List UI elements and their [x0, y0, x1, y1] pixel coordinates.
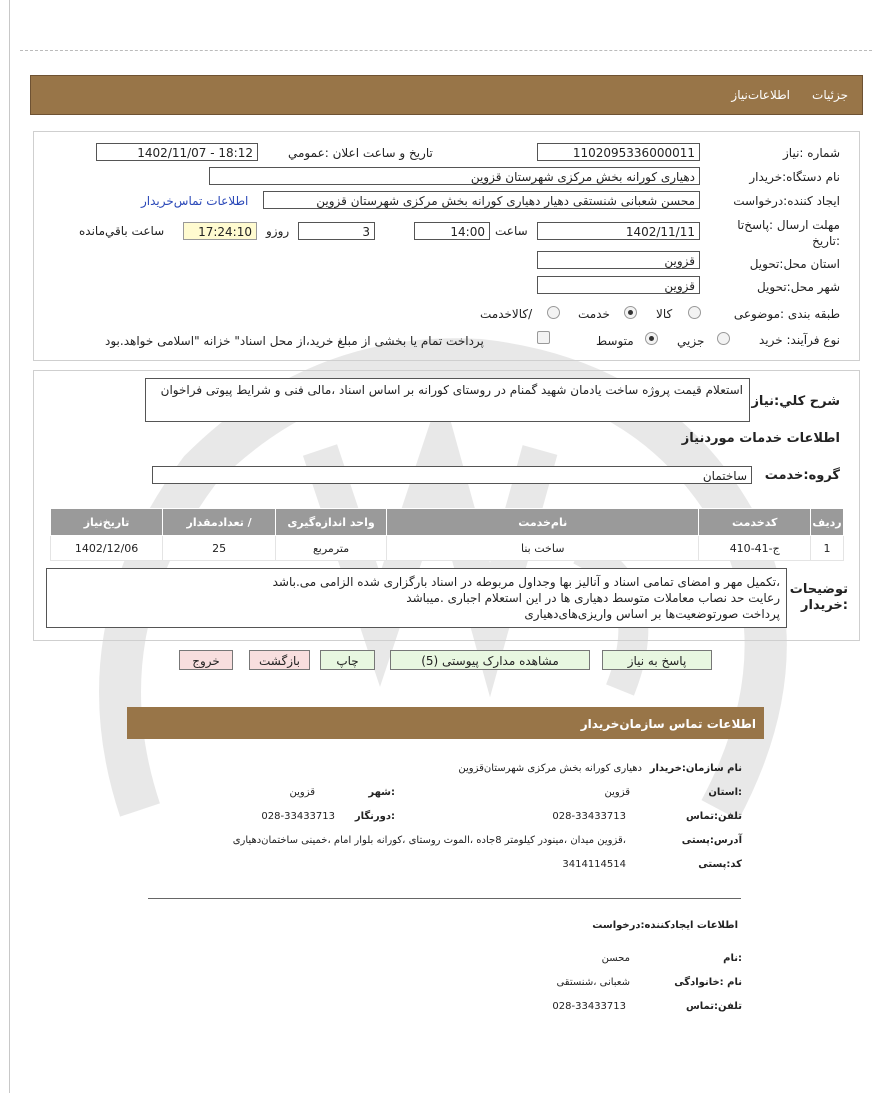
view-documents-button[interactable]: مشاهده مدارک پیوستی (5) — [390, 650, 590, 670]
category-goods-service-radio[interactable] — [547, 306, 560, 319]
city-label: شهر محل:تحویل — [756, 280, 840, 294]
cell-name: ساخت بنا — [387, 536, 699, 561]
category-goods-service-label: /کالاخدمت — [480, 307, 533, 321]
creator-family-label: نام :خانوادگی — [674, 977, 742, 988]
col-name-header: نام‌خدمت — [387, 509, 699, 536]
process-medium-radio[interactable] — [645, 332, 658, 345]
contact-section-header — [127, 707, 764, 739]
cell-row: 1 — [811, 536, 844, 561]
contact-city-value: قزوین — [289, 787, 315, 798]
print-button[interactable]: چاپ — [320, 650, 375, 670]
contact-postal-label: کد:پستی — [698, 859, 742, 870]
contact-fax-label: :دورنگار — [354, 811, 395, 822]
tab-need-info[interactable]: اطلاعات‌نیاز — [731, 88, 790, 102]
creator-name-value: محسن — [601, 953, 630, 964]
days-field: 3 — [298, 222, 375, 240]
contact-phone-value: 028-33433713 — [552, 811, 626, 822]
creator-section-title: اطلاعات ایجادکننده:درخواست — [592, 920, 738, 931]
col-unit-header: واحد اندازه‌گیری — [276, 509, 387, 536]
buyer-org-field: دهیاری کورانه بخش مرکزی شهرستان قزوین — [209, 167, 700, 185]
process-partial-radio[interactable] — [717, 332, 730, 345]
services-title: اطلاعات خدمات موردنیاز — [681, 431, 840, 446]
creator-label: ایجاد کننده:درخواست — [733, 194, 840, 208]
creator-phone-value: 028-33433713 — [552, 1001, 626, 1012]
service-group-label: گروه:خدمت — [764, 468, 840, 483]
payment-note: پرداخت تمام یا بخشی از مبلغ خرید،از محل اسناد" خزانه "اسلامی خواهد.بود — [105, 334, 484, 348]
cell-code: ج-41-410 — [699, 536, 811, 561]
table-header-row — [51, 509, 844, 536]
col-row-header: ردیف — [811, 509, 844, 536]
buyer-note-line-2: رعایت حد نصاب معاملات متوسط دهیاری ها در این استعلام اجباری .میباشد — [406, 591, 780, 605]
category-label: طبقه بندی :موضوعی — [733, 307, 840, 321]
exit-button[interactable]: خروج — [179, 650, 233, 670]
buyer-note-line-1: ،تکمیل مهر و امضای تمامی اسناد و آنالیز بها وجداول مربوطه در اسناد بارگزاری شده الزامی می.باشد — [272, 575, 780, 589]
province-label: استان محل:تحویل — [749, 257, 840, 271]
contact-divider — [148, 898, 741, 899]
creator-phone-label: تلفن:تماس — [685, 1001, 742, 1012]
creator-field: محسن شعبانی شنستقی دهیار دهیاری کورانه بخش مرکزی شهرستان قزوین — [263, 191, 700, 209]
contact-postal-value: 3414114514 — [562, 859, 626, 870]
city-field: قزوین — [537, 276, 700, 294]
buyer-org-label: نام دستگاه:خریدار — [749, 170, 840, 184]
left-border — [9, 0, 10, 1093]
category-service-radio[interactable] — [624, 306, 637, 319]
process-partial-label: جزیي — [677, 334, 705, 348]
service-group-field: ساختمان — [152, 466, 752, 484]
announce-label: تاریخ و ساعت اعلان :عمومي — [288, 146, 433, 160]
services-table — [50, 508, 844, 561]
treasury-payment-checkbox[interactable] — [537, 331, 550, 344]
summary-field: استعلام قیمت پروژه ساخت یادمان شهید گمنام در روستای کورانه بر اساس اسناد ،مالی فنی و شرایط پیوتی فراخوان — [145, 378, 750, 422]
contact-address-value: ،قزوین میدان ،مینودر کیلومتر 8جاده ،الموت روستای ،کورانه بلوار امام ،خمینی ساختمان‌دهیاری — [232, 835, 626, 846]
need-number-field: 1102095336000011 — [537, 143, 700, 161]
process-label: نوع فرآیند: خرید — [759, 333, 840, 347]
table-row — [51, 536, 844, 561]
tab-details[interactable]: جزئیات — [812, 88, 848, 102]
contact-section-title: اطلاعات تماس سازمان‌خریدار — [580, 717, 756, 731]
deadline-date-field: 1402/11/11 — [537, 222, 700, 240]
contact-phone-label: تلفن:تماس — [685, 811, 742, 822]
contact-org-value: دهیاری کورانه بخش مرکزی شهرستان‌قزوین — [458, 763, 642, 774]
process-medium-label: متوسط — [596, 334, 634, 348]
category-service-label: خدمت — [578, 307, 610, 321]
col-date-header: تاریخ‌نیاز — [51, 509, 163, 536]
col-code-header: کدخدمت — [699, 509, 811, 536]
category-goods-label: کالا — [656, 307, 673, 321]
contact-city-label: :شهر — [368, 787, 395, 798]
remaining-time-field: 17:24:10 — [183, 222, 257, 240]
buyer-notes-label: توضیحات :خریدار — [789, 582, 848, 613]
contact-org-label: نام سازمان:خریدار — [649, 763, 742, 774]
cell-qty: 25 — [163, 536, 276, 561]
announce-field: 1402/11/07 - 18:12 — [96, 143, 258, 161]
header-bar — [30, 75, 863, 115]
cell-date: 1402/12/06 — [51, 536, 163, 561]
contact-province-value: قزوین — [604, 787, 630, 798]
back-button[interactable]: بازگشت — [249, 650, 310, 670]
remaining-label: ساعت باقي‌مانده — [79, 224, 165, 238]
contact-address-label: آدرس:پستی — [681, 835, 742, 846]
creator-name-label: :نام — [723, 953, 742, 964]
col-qty-header: / تعدادمقدار — [163, 509, 276, 536]
category-goods-radio[interactable] — [688, 306, 701, 319]
creator-family-value: شعبانی ،شنستقی — [556, 977, 630, 988]
buyer-notes-field — [46, 568, 787, 628]
summary-label: شرح کلي:نیاز — [751, 394, 840, 409]
time-label: ساعت — [495, 224, 528, 238]
cell-unit: مترمربع — [276, 536, 387, 561]
contact-info-link[interactable]: اطلاعات تماس‌خریدار — [141, 194, 249, 208]
need-number-label: شماره :نیاز — [783, 146, 840, 160]
top-divider — [20, 50, 872, 51]
days-label: روزو — [266, 224, 290, 238]
buyer-note-line-3: پرداخت صورتوضعیت‌ها بر اساس واریزی‌های‌دهیاری — [524, 607, 780, 621]
contact-province-label: :استان — [708, 787, 742, 798]
contact-fax-value: 028-33433713 — [261, 811, 335, 822]
deadline-time-field: 14:00 — [414, 222, 490, 240]
province-field: قزوین — [537, 251, 700, 269]
respond-button[interactable]: پاسخ به نیاز — [602, 650, 712, 670]
deadline-label: مهلت ارسال :پاسخ‌تا :تاریخ — [737, 218, 840, 248]
